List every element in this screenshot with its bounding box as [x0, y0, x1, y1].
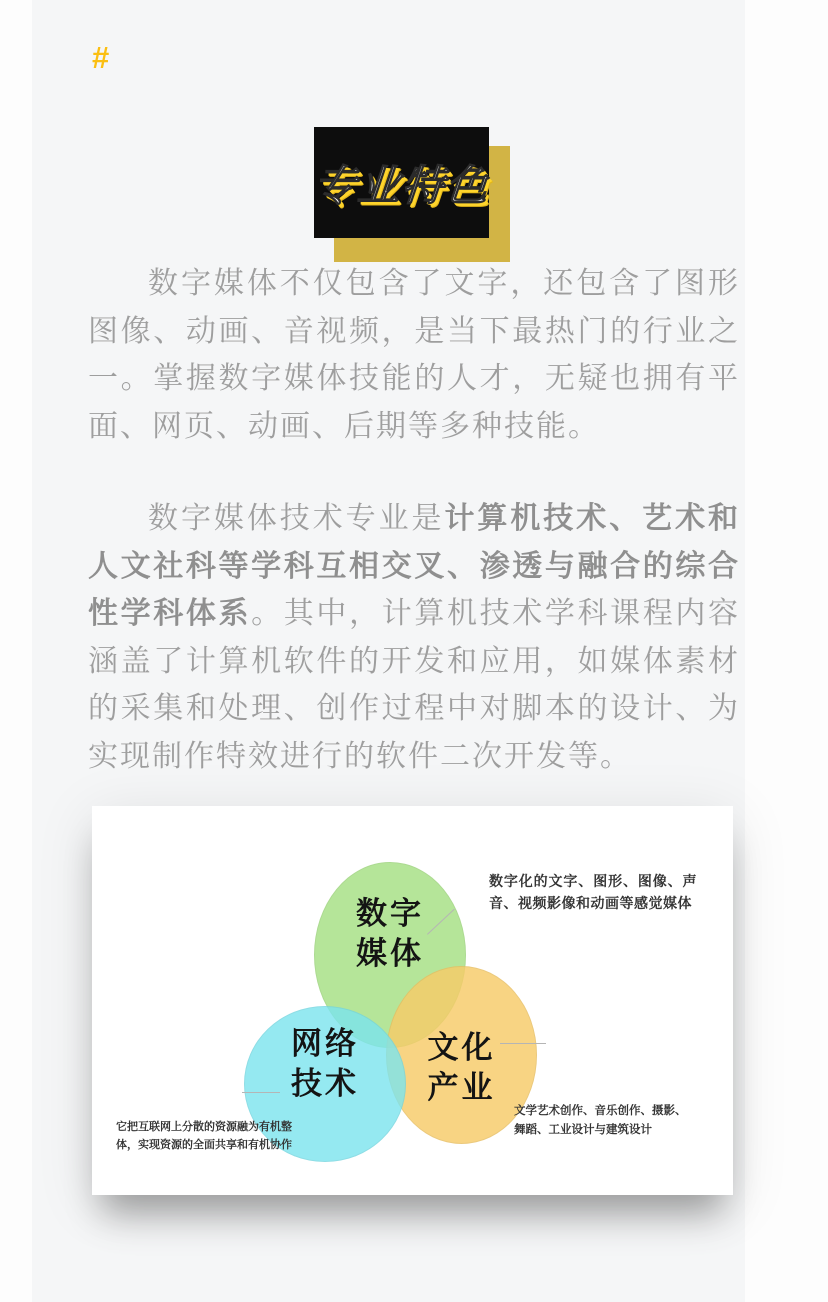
section-title: 专业特色: [311, 161, 492, 209]
paragraph-major-run3: 。其中，计算机技术学科课程内容涵盖了计算机软件的开发和应用，如媒体素材的采集和处理、创作过程中对脚本的设计、为实现制作特效进行的软件二次开发等。: [88, 597, 741, 773]
annotation-culture-industry: 文学艺术创作、音乐创作、摄影、舞蹈、工业设计与建筑设计: [514, 1105, 687, 1136]
paragraph-intro: [88, 260, 740, 450]
label-digital-media-line2: 媒体: [356, 936, 424, 971]
article-body: [88, 260, 740, 825]
section-title-box: [311, 127, 492, 238]
label-digital-media-line1: 数字: [356, 896, 424, 931]
paragraph-major: [88, 495, 740, 780]
paragraph-major-bold-run: 计算机技术、艺术和人文社科等学科互相交叉、渗透与融合的综合性学科体系: [88, 502, 741, 630]
paragraph-intro-text: 数字媒体不仅包含了文字，还包含了图形图像、动画、音视频，是当下最热门的行业之一。掌握数字媒体技能的人才，无疑也拥有平面、网页、动画、后期等多种技能。: [88, 267, 740, 443]
label-network-technology-line1: 网络: [291, 1026, 359, 1061]
label-culture-industry-line2: 产业: [427, 1070, 496, 1105]
figure-venn-diagram[interactable]: [92, 806, 733, 1195]
label-network-technology: [244, 1024, 406, 1104]
paragraph-major-run1: 数字媒体技术专业是: [148, 502, 445, 535]
hash-accent-mark: #: [92, 40, 110, 75]
label-culture-industry-line1: 文化: [427, 1030, 496, 1065]
annotation-network-technology: 它把互联网上分散的资源融为有机整体，实现资源的全面共享和有机协作: [116, 1121, 292, 1151]
label-culture-industry: [386, 1028, 537, 1108]
label-digital-media: [314, 894, 466, 974]
annotation-digital-media: 数字化的文字、图形、图像、声音、视频影像和动画等感觉媒体: [489, 873, 697, 911]
label-network-technology-line2: 技术: [291, 1066, 359, 1101]
